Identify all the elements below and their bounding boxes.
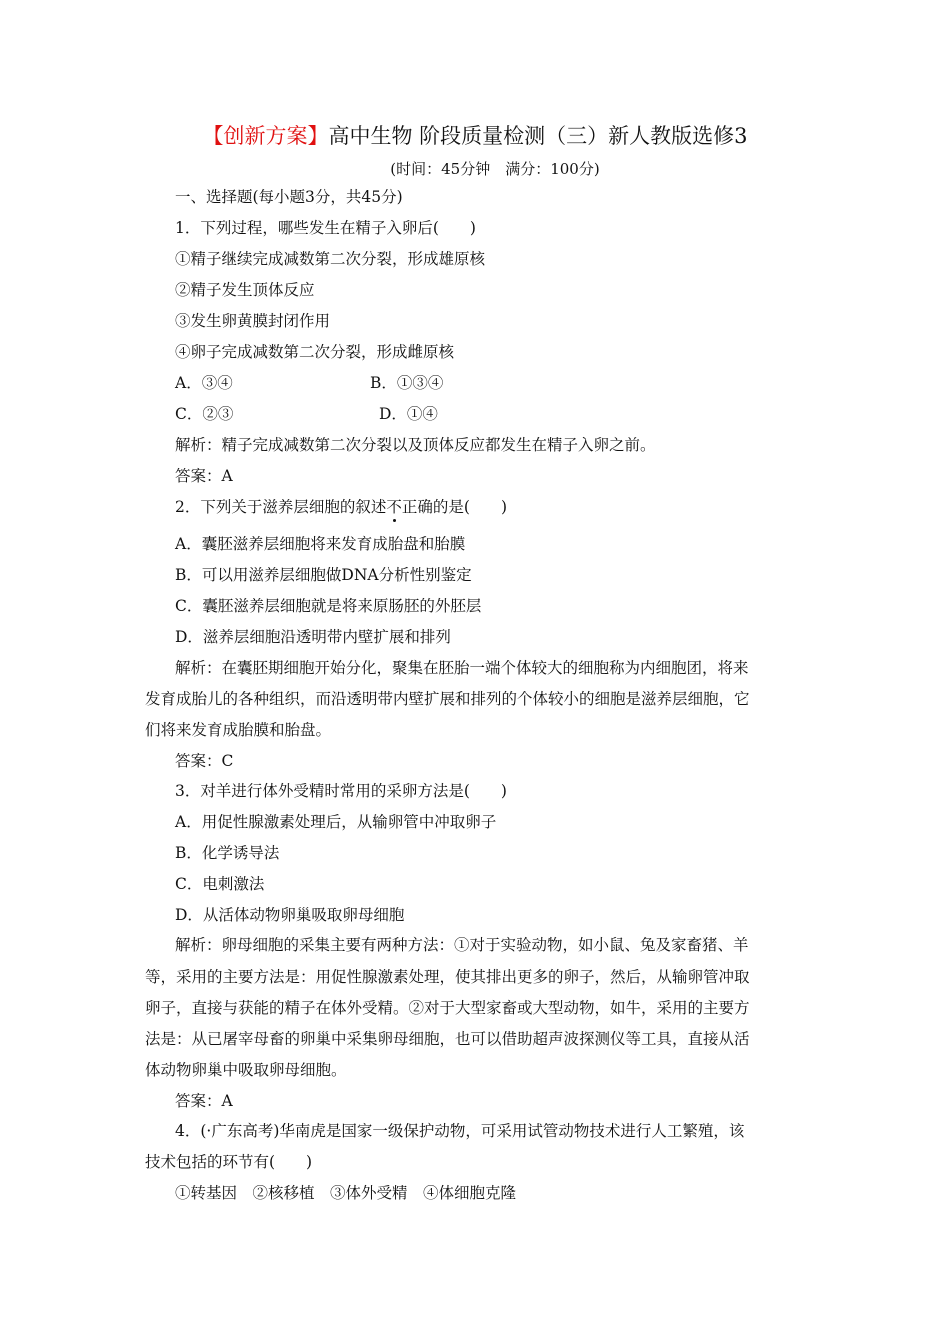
q1-item-2: ②精子发生顶体反应 [175, 281, 315, 299]
q1-stem: 1．下列过程，哪些发生在精子入卵后( ) [175, 219, 476, 237]
q3-analysis-line-3: 卵子，直接与获能的精子在体外受精。②对于大型家畜或大型动物，如牛，采用的主要方 [145, 999, 750, 1017]
q3-option-a: A．用促性腺激素处理后，从输卵管中冲取卵子 [175, 813, 497, 831]
title-brand: 【创新方案】 [202, 124, 329, 148]
q3-answer: 答案：A [175, 1092, 233, 1110]
q2-stem [175, 496, 507, 518]
q2-stem-part-1: 2．下列关于滋养层细胞的叙述 [175, 498, 387, 516]
q1-answer: 答案：A [175, 467, 233, 485]
exam-time-score: (时间：45分钟 满分：100分) [390, 160, 600, 178]
q1-item-4: ④卵子完成减数第二次分裂，形成雌原核 [175, 343, 455, 361]
q3-analysis-line-1: 解析：卵母细胞的采集主要有两种方法：①对于实验动物，如小鼠、兔及家畜猪、羊 [175, 936, 749, 954]
q1-option-c: C．②③ [175, 405, 234, 423]
q2-answer: 答案：C [175, 752, 234, 770]
q1-option-d: D．①④ [379, 405, 438, 423]
q3-option-b: B．化学诱导法 [175, 844, 280, 862]
section-heading: 一、选择题(每小题3分，共45分) [175, 188, 403, 206]
q2-option-c: C．囊胚滋养层细胞就是将来原肠胚的外胚层 [175, 597, 482, 615]
q2-stem-emphasis: 不 [386, 498, 402, 516]
q3-option-c: C．电刺激法 [175, 875, 265, 893]
q3-option-d: D．从活体动物卵巢吸取卵母细胞 [175, 906, 405, 924]
q3-analysis-line-5: 体动物卵巢中吸取卵母细胞。 [145, 1061, 347, 1079]
q1-option-a: A．③④ [175, 374, 233, 392]
q1-item-1: ①精子继续完成减数第二次分裂，形成雄原核 [175, 250, 486, 268]
q2-analysis-line-1: 解析：在囊胚期细胞开始分化，聚集在胚胎一端个体较大的细胞称为内细胞团，将来 [175, 659, 749, 677]
q2-option-a: A．囊胚滋养层细胞将来发育成胎盘和胎膜 [175, 535, 466, 553]
q2-option-d: D．滋养层细胞沿透明带内壁扩展和排列 [175, 628, 451, 646]
q1-item-3: ③发生卵黄膜封闭作用 [175, 312, 331, 330]
q2-option-b: B．可以用滋养层细胞做DNA分析性别鉴定 [175, 566, 472, 584]
q1-analysis: 解析：精子完成减数第二次分裂以及顶体反应都发生在精子入卵之前。 [175, 436, 656, 454]
q2-stem-part-2: 正确的是( ) [401, 498, 507, 516]
document-title [0, 121, 950, 151]
q1-option-b: B．①③④ [370, 374, 444, 392]
q3-analysis-line-2: 等，采用的主要方法是：用促性腺激素处理，使其排出更多的卵子，然后，从输卵管冲取 [145, 968, 750, 986]
q2-analysis-line-2: 发育成胎儿的各种组织，而沿透明带内壁扩展和排列的个体较小的细胞是滋养层细胞，它 [145, 690, 750, 708]
q1-options-row-1 [175, 372, 444, 394]
q3-stem: 3．对羊进行体外受精时常用的采卵方法是( ) [175, 782, 507, 800]
q3-analysis-line-4: 法是：从已屠宰母畜的卵巢中采集卵母细胞，也可以借助超声波探测仪等工具，直接从活 [145, 1030, 750, 1048]
q4-stem-line-2: 技术包括的环节有( ) [145, 1153, 313, 1171]
title-text: 高中生物 阶段质量检测（三）新人教版选修3 [328, 124, 748, 148]
q4-stem-line-1: 4．(·广东高考)华南虎是国家一级保护动物，可采用试管动物技术进行人工繁殖，该 [175, 1122, 745, 1140]
q4-items: ①转基因 ②核移植 ③体外受精 ④体细胞克隆 [175, 1184, 517, 1202]
q1-options-row-2 [175, 403, 438, 425]
q2-analysis-line-3: 们将来发育成胎膜和胎盘。 [145, 721, 332, 739]
